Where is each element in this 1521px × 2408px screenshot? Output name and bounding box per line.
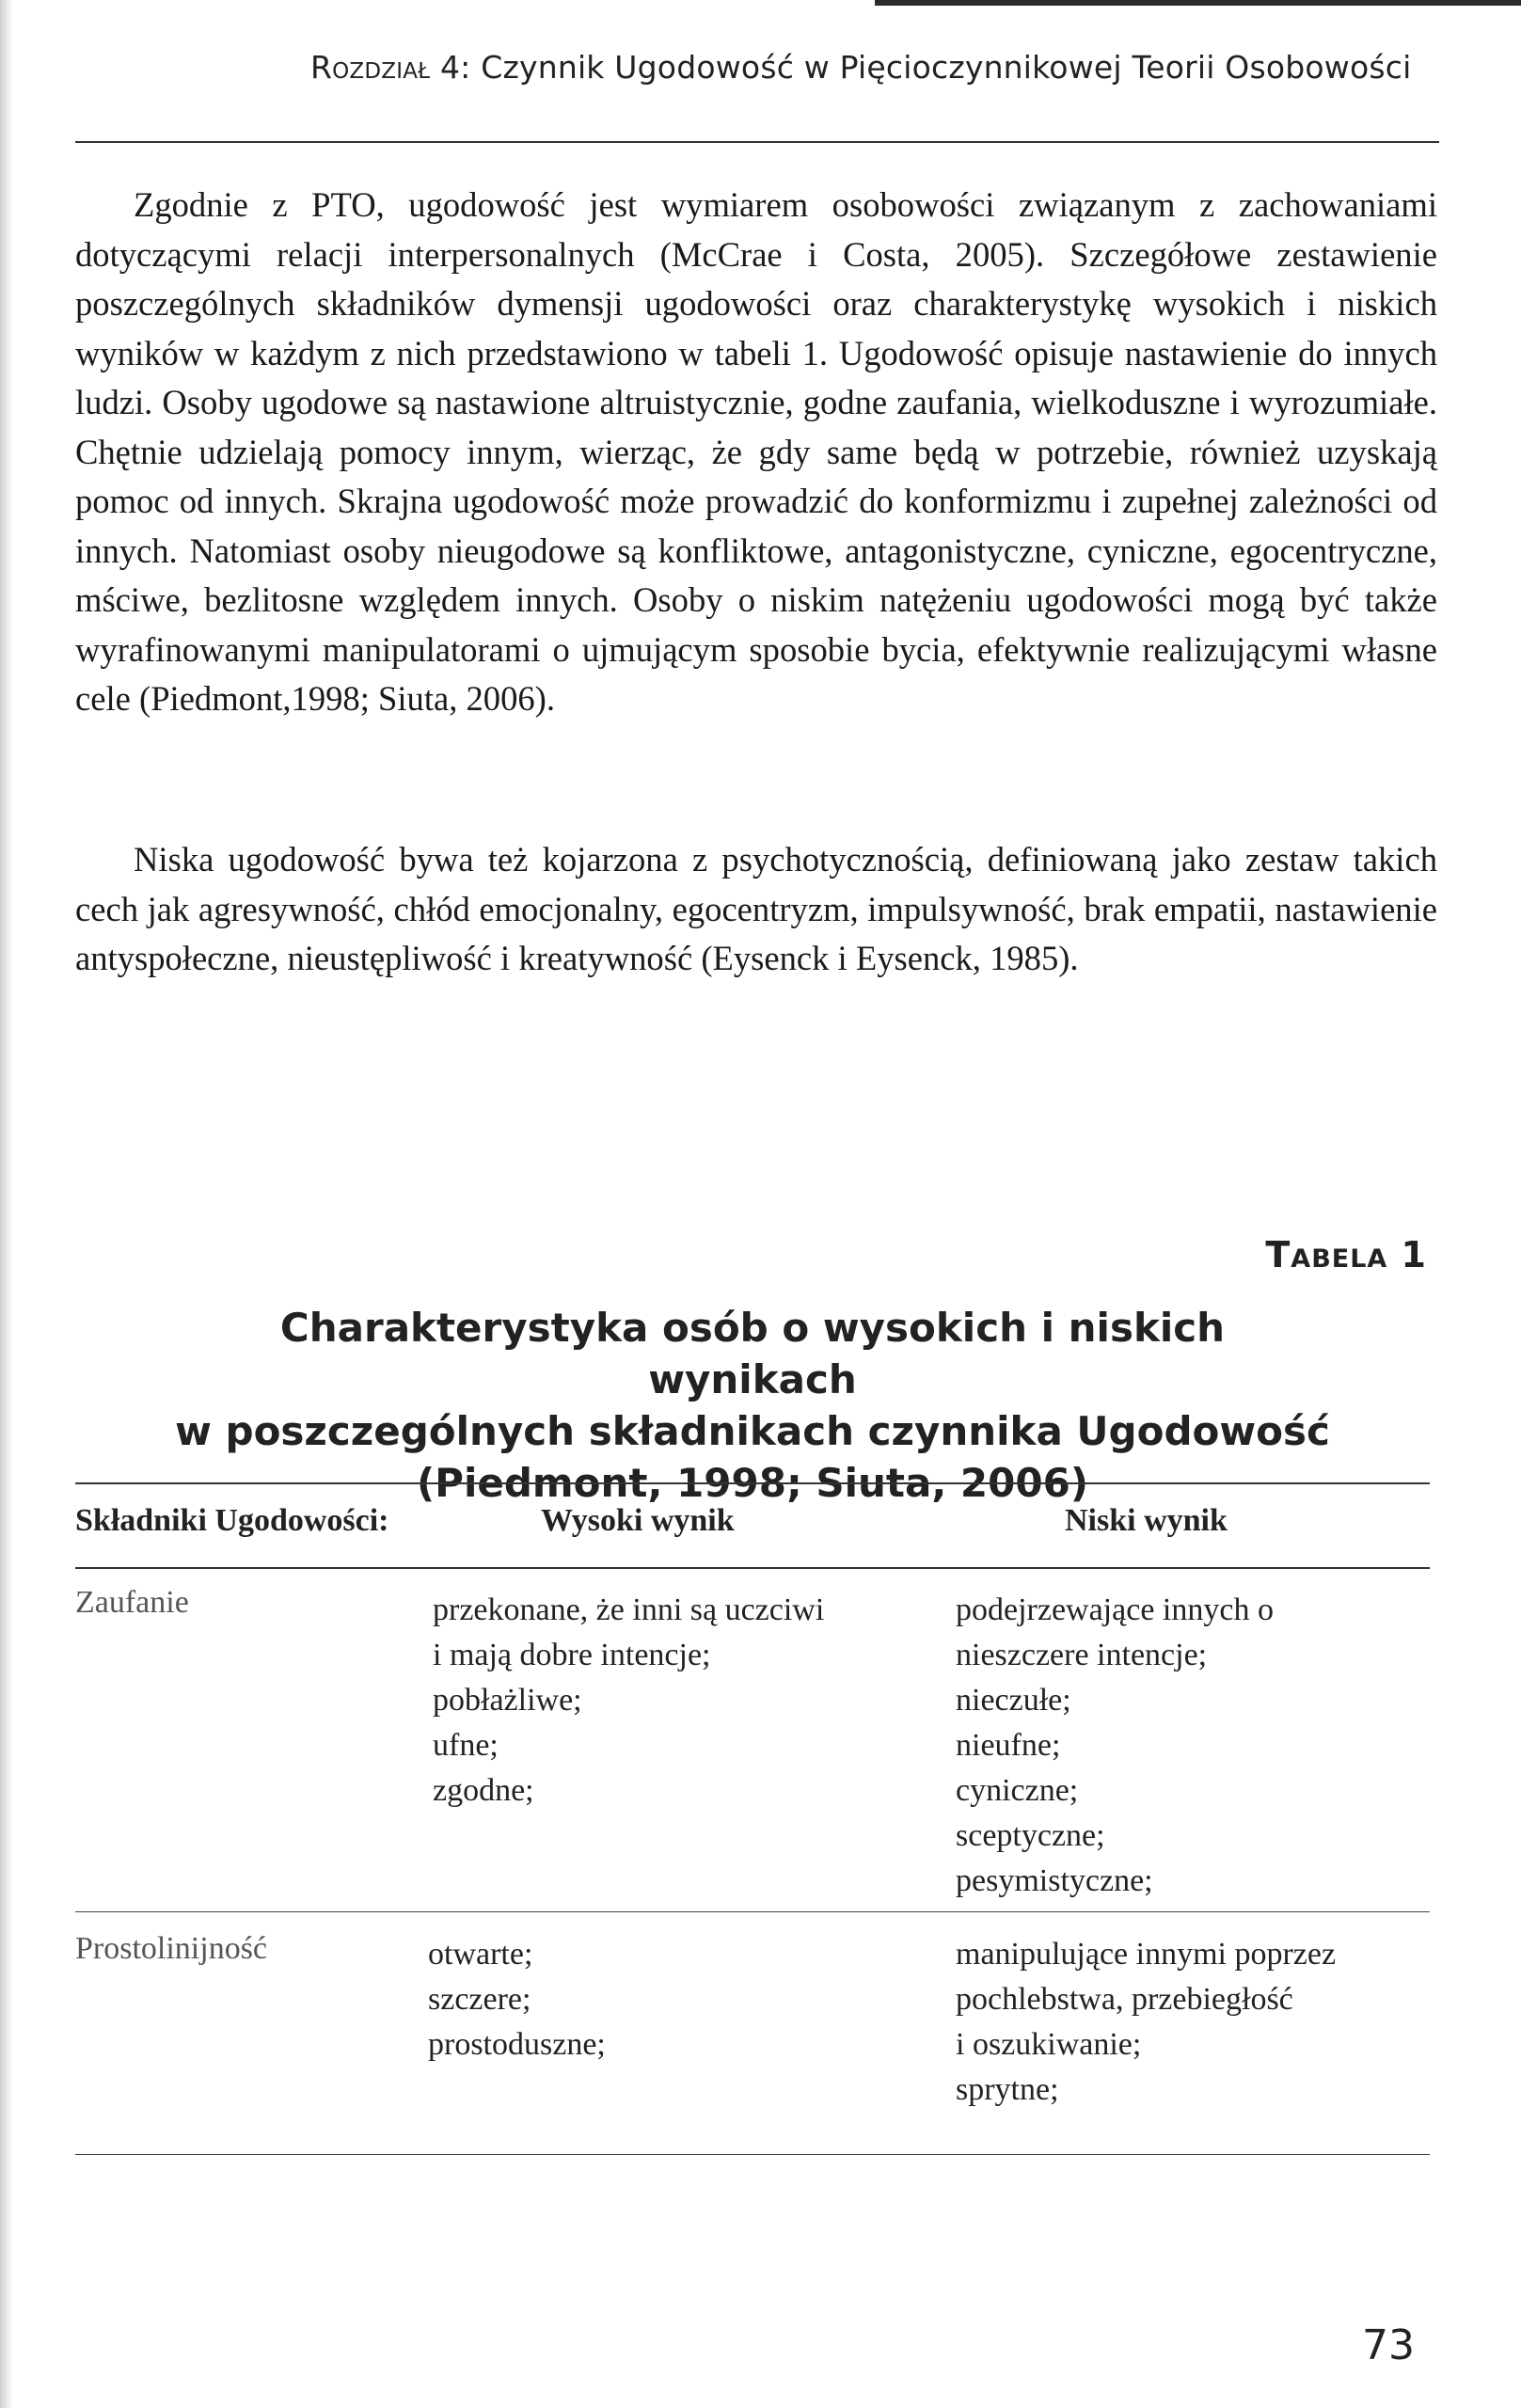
chapter-title: Czynnik Ugodowość w Pięcioczynnikowej Teorii Osobowości bbox=[481, 49, 1412, 86]
table-row-rule bbox=[75, 1911, 1430, 1912]
table-cell-high bbox=[433, 1588, 824, 1814]
running-head bbox=[310, 49, 1439, 86]
table-bottom-rule bbox=[75, 2154, 1430, 2155]
header-rule bbox=[75, 141, 1439, 143]
table-header-rule bbox=[75, 1567, 1430, 1569]
table-row-component: Zaufanie bbox=[75, 1585, 189, 1620]
table-cell-low bbox=[956, 1588, 1274, 1904]
cell-line: ufne; bbox=[433, 1728, 499, 1763]
cell-line: cyniczne; bbox=[956, 1773, 1079, 1808]
cell-line: pobłażliwe; bbox=[433, 1683, 582, 1718]
cell-line: zgodne; bbox=[433, 1773, 534, 1808]
scan-top-strip bbox=[875, 0, 1521, 6]
table-title bbox=[169, 1302, 1336, 1509]
page-number: 73 bbox=[1362, 2321, 1415, 2369]
table-title-line: w poszczególnych składnikach czynnika Ugodowość bbox=[175, 1408, 1330, 1454]
table-cell-low bbox=[956, 1932, 1336, 2113]
table-cell-high bbox=[428, 1932, 606, 2067]
chapter-label: Rozdział 4: bbox=[310, 49, 471, 86]
cell-line: sceptyczne; bbox=[956, 1818, 1105, 1853]
body-paragraph-2: Niska ugodowość bywa też kojarzona z psychotycznością, definiowaną jako zestaw takich cech jak agresywność, chłód emocjonalny, egocentryzm, impulsywność, brak empatii, nastawienie antyspołeczne, nieustępliwość i kreatywność (Eysenck i Eysenck, 1985). bbox=[75, 840, 1437, 977]
cell-line: nieczułe; bbox=[956, 1683, 1071, 1718]
cell-line: przekonane, że inni są uczciwi bbox=[433, 1592, 825, 1627]
cell-line: nieufne; bbox=[956, 1728, 1061, 1763]
cell-line: podejrzewające innych o bbox=[956, 1592, 1274, 1627]
page-edge-shadow bbox=[0, 0, 13, 2408]
cell-line: otwarte; bbox=[428, 1937, 533, 1972]
table-top-rule bbox=[75, 1482, 1430, 1484]
cell-line: szczere; bbox=[428, 1982, 531, 2017]
column-header-high: Wysoki wynik bbox=[541, 1503, 735, 1538]
cell-line: manipulujące innymi poprzez bbox=[956, 1937, 1337, 1972]
column-header-component: Składniki Ugodowości: bbox=[75, 1503, 389, 1538]
table-title-line: (Piedmont, 1998; Siuta, 2006) bbox=[416, 1460, 1089, 1506]
table-title-line: Charakterystyka osób o wysokich i niskich wynikach bbox=[279, 1305, 1226, 1402]
cell-line: pesymistyczne; bbox=[956, 1863, 1153, 1898]
body-paragraph-1: Zgodnie z PTO, ugodowość jest wymiarem osobowości związanym z zachowaniami dotyczącymi relacji interpersonalnych (McCrae i Costa, 2005). Szczegółowe zestawienie poszczególnych składników dymensji ugodowości oraz charakterystykę wysokich i niskich wyników w każdym z nich przedstawiono w tabeli 1. Ugodowość opisuje nastawienie do innych ludzi. Osoby ugodowe są nastawione altruistycznie, godne zaufania, wielkoduszne i wyrozumiałe. Chętnie udzielają pomocy innym, wierząc, że gdy same będą w potrzebie, również uzyskają pomoc od innych. Skrajna ugodowość może prowadzić do konformizmu i zupełnej zależności od innych. Natomiast osoby nieugodowe są konfliktowe, antagonistyczne, cyniczne, egocentryczne, mściwe, bezlitosne względem innych. Osoby o niskim natężeniu ugodowości mogą być także wyrafinowanymi manipulatorami o ujmującym sposobie bycia, efektywnie realizującymi własne cele (Piedmont,1998; Siuta, 2006). bbox=[75, 185, 1437, 718]
cell-line: prostoduszne; bbox=[428, 2027, 606, 2062]
cell-line: i oszukiwanie; bbox=[956, 2027, 1142, 2062]
cell-line: nieszczere intencje; bbox=[956, 1638, 1208, 1672]
cell-line: pochlebstwa, przebiegłość bbox=[956, 1982, 1293, 2017]
column-header-low: Niski wynik bbox=[1065, 1503, 1228, 1538]
table-row-component: Prostolinijność bbox=[75, 1931, 268, 1966]
cell-line: sprytne; bbox=[956, 2072, 1059, 2107]
cell-line: i mają dobre intencje; bbox=[433, 1638, 711, 1672]
table-label: Tabela 1 bbox=[1265, 1234, 1427, 1275]
